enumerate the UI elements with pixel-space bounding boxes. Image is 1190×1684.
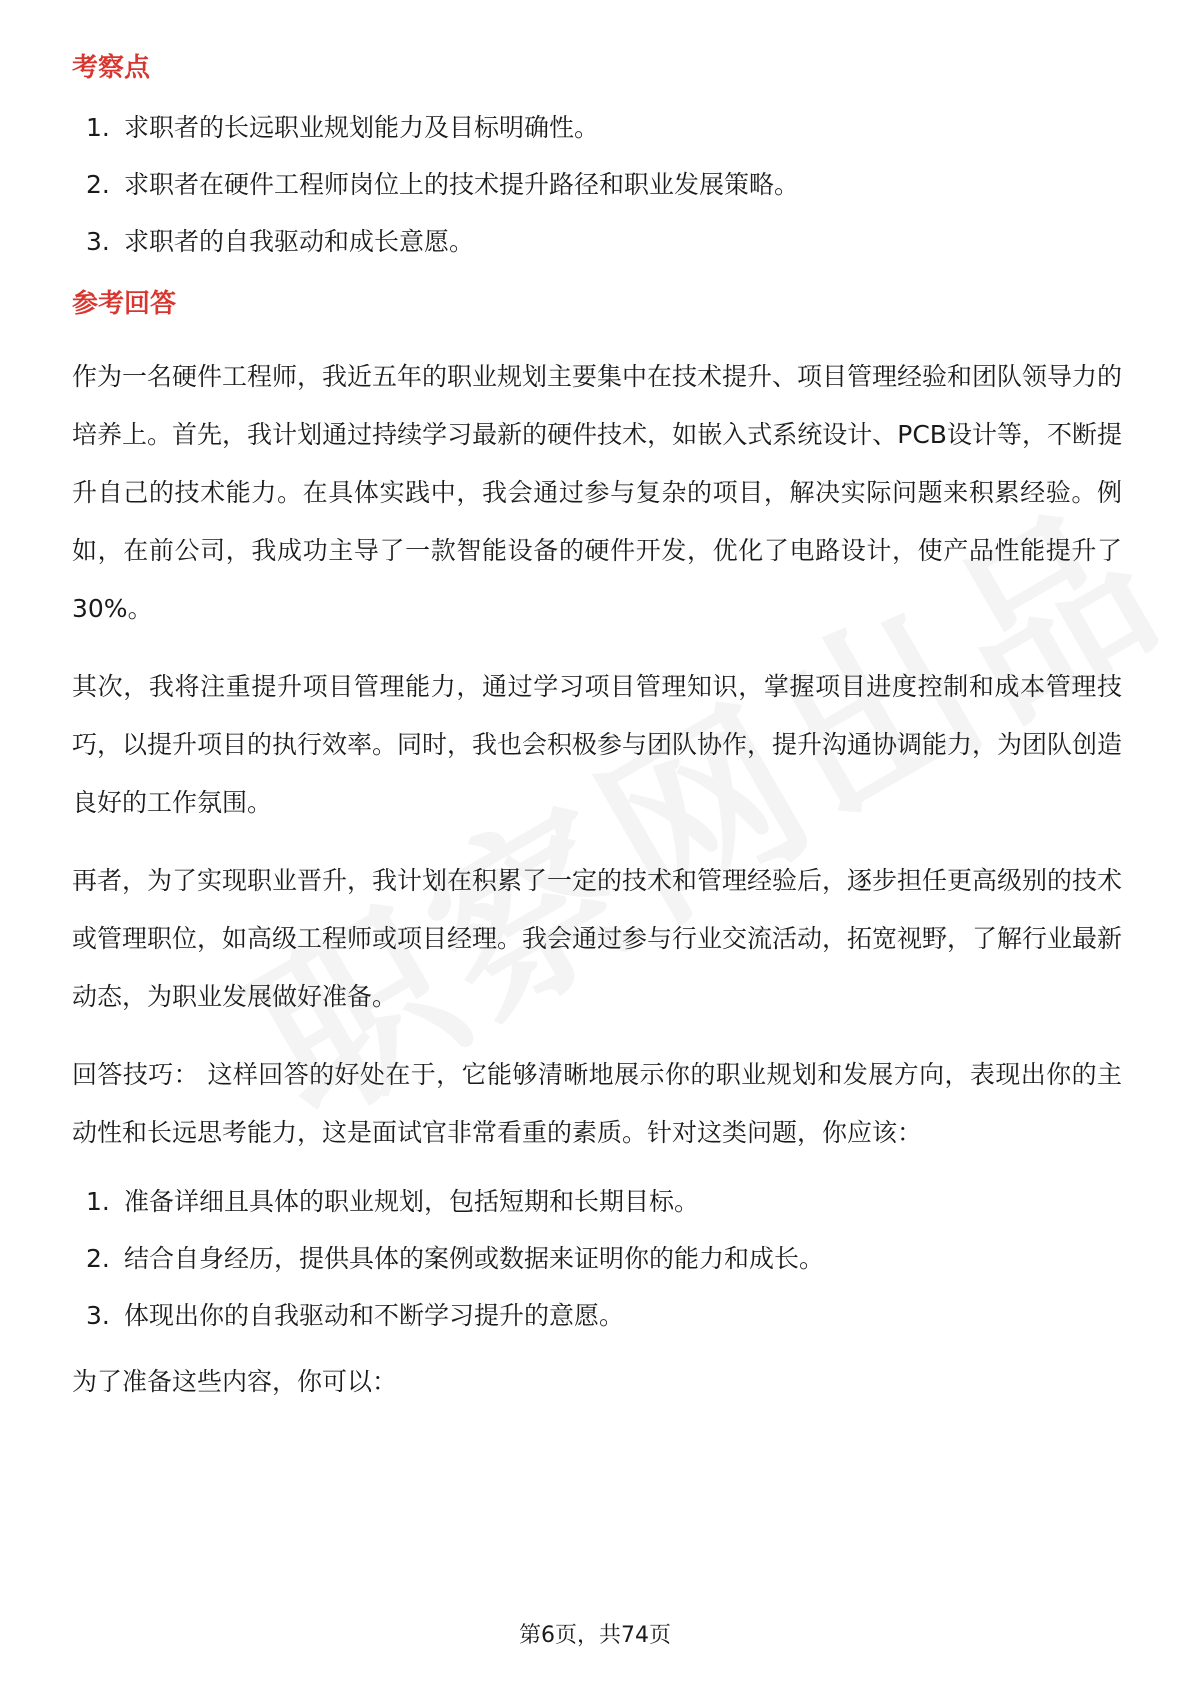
list-item-text: 求职者的自我驱动和成长意愿。 (124, 227, 475, 256)
list-item (72, 222, 1122, 262)
list-item-number: 3. (86, 1301, 110, 1330)
list-item (72, 165, 1122, 205)
list-item (72, 1239, 1122, 1279)
list-item-text: 结合自身经历，提供具体的案例或数据来证明你的能力和成长。 (124, 1244, 825, 1273)
list-item (72, 108, 1122, 148)
list-item-text: 求职者在硬件工程师岗位上的技术提升路径和职业发展策略。 (124, 170, 800, 199)
answer-paragraph: 再者，为了实现职业晋升，我计划在积累了一定的技术和管理经验后，逐步担任更高级别的技术或管理职位，如高级工程师或项目经理。我会通过参与行业交流活动，拓宽视野，了解行业最新动态，为职业发展做好准备。 (72, 866, 1123, 1011)
list-item (72, 1296, 1122, 1336)
page-number: 第6页，共74页 (519, 1623, 671, 1648)
list-item-text: 求职者的长远职业规划能力及目标明确性。 (124, 113, 600, 142)
section-title-answer: 参考回答 (72, 289, 177, 319)
list-item-number: 2. (86, 1244, 110, 1273)
list-item (72, 1182, 1122, 1222)
list-item-number: 2. (86, 170, 110, 199)
closing-paragraph: 为了准备这些内容，你可以： (72, 1367, 398, 1396)
list-item-number: 1. (86, 1187, 110, 1216)
list-item-text: 体现出你的自我驱动和不断学习提升的意愿。 (124, 1301, 625, 1330)
list-item-text: 准备详细且具体的职业规划，包括短期和长期目标。 (124, 1187, 700, 1216)
points-list (72, 108, 1122, 262)
tips-paragraph: 回答技巧： 这样回答的好处在于，它能够清晰地展示你的职业规划和发展方向，表现出你的主动性和长远思考能力，这是面试官非常看重的素质。针对这类问题，你应该： (72, 1060, 1122, 1147)
tips-list (72, 1182, 1122, 1336)
list-item-number: 3. (86, 227, 110, 256)
answer-paragraph: 其次，我将注重提升项目管理能力，通过学习项目管理知识，掌握项目进度控制和成本管理技巧，以提升项目的执行效率。同时，我也会积极参与团队协作，提升沟通协调能力，为团队创造良好的工作氛围。 (72, 672, 1123, 817)
list-item-number: 1. (86, 113, 110, 142)
page-content (72, 48, 1122, 1411)
answer-paragraph: 作为一名硬件工程师，我近五年的职业规划主要集中在技术提升、项目管理经验和团队领导力的培养上。首先，我计划通过持续学习最新的硬件技术，如嵌入式系统设计、PCB设计等，不断提升自己的技术能力。在具体实践中，我会通过参与复杂的项目，解决实际问题来积累经验。例如，在前公司，我成功主导了一款智能设备的硬件开发，优化了电路设计，使产品性能提升了30%。 (72, 362, 1123, 623)
section-title-points: 考察点 (72, 53, 151, 83)
